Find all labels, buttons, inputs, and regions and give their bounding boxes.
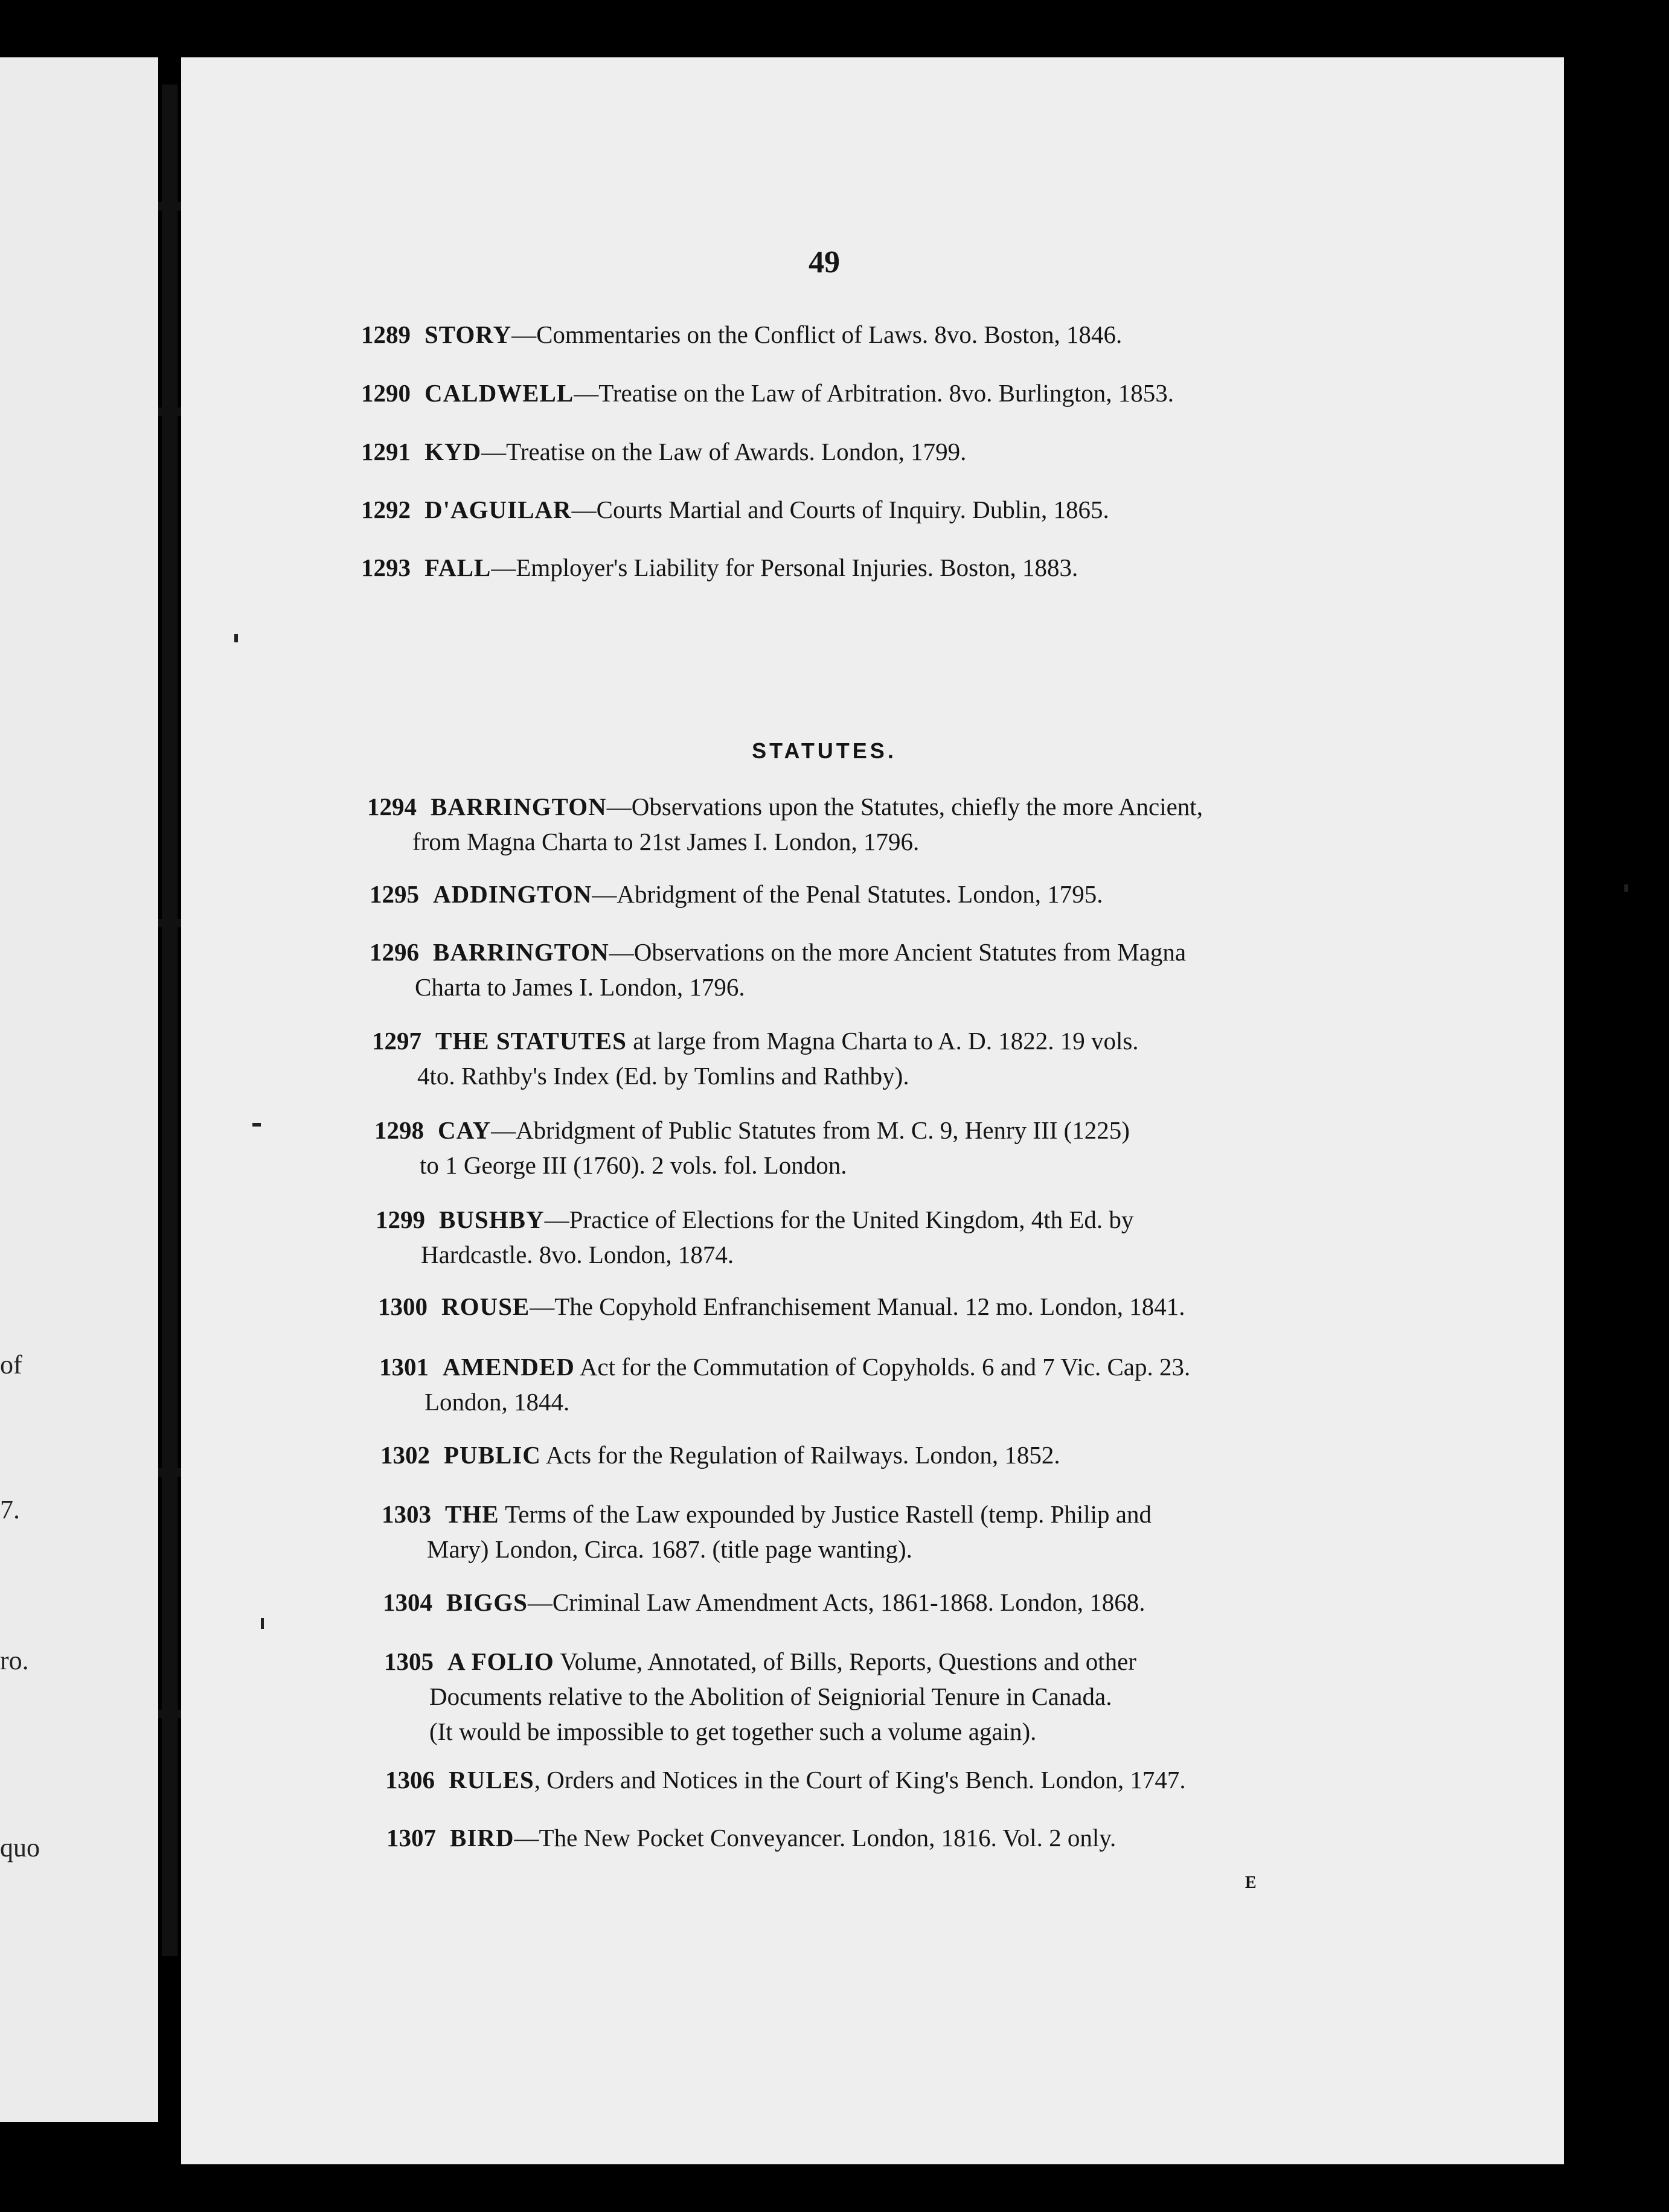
entry-number: 1297 (372, 1027, 421, 1055)
entry-number: 1302 (380, 1441, 430, 1469)
entry-continuation: Documents relative to the Abolition of Seigniorial Tenure in Canada. (429, 1683, 1112, 1710)
entry-number: 1307 (386, 1824, 436, 1852)
entry-text: , Orders and Notices in the Court of King's Bench. London, 1747. (534, 1766, 1186, 1794)
entry-text: Terms of the Law expounded by Justice Rastell (temp. Philip and (499, 1500, 1152, 1528)
catalogue-entry (382, 1497, 1152, 1567)
entry-number: 1305 (384, 1648, 434, 1675)
entry-text: —Abridgment of Public Statutes from M. C. 9, Henry III (1225) (491, 1116, 1130, 1144)
entry-number: 1300 (378, 1293, 428, 1320)
entry-continuation: (It would be impossible to get together such a volume again). (429, 1718, 1037, 1745)
entry-number: 1303 (382, 1500, 431, 1528)
book-spine (162, 85, 178, 1956)
entry-author: A FOLIO (447, 1648, 554, 1675)
entry-text: Act for the Commutation of Copyholds. 6 and 7 Vic. Cap. 23. (574, 1353, 1191, 1381)
catalogue-entry (374, 1113, 1130, 1183)
entry-author: BARRINGTON (433, 938, 609, 966)
entry-number: 1299 (376, 1206, 425, 1233)
entry-author: FALL (424, 554, 492, 581)
entry-author: AMENDED (443, 1353, 575, 1381)
entry-text: —Observations on the more Ancient Statutes from Magna (609, 938, 1187, 966)
entry-number: 1296 (370, 938, 419, 966)
entry-author: ADDINGTON (433, 880, 592, 908)
entry-text: —Commentaries on the Conflict of Laws. 8vo. Boston, 1846. (511, 321, 1123, 348)
catalogue-entry (376, 1202, 1133, 1272)
entry-number: 1304 (383, 1588, 432, 1616)
entry-number: 1289 (361, 321, 411, 348)
entry-text: —Observations upon the Statutes, chiefly the more Ancient, (606, 793, 1203, 820)
scan-speck (234, 634, 238, 642)
entry-author: D'AGUILAR (424, 496, 572, 523)
entry-text: Volume, Annotated, of Bills, Reports, Questions and other (554, 1648, 1136, 1675)
entry-text: —Abridgment of the Penal Statutes. London, 1795. (592, 880, 1103, 908)
entry-text: Acts for the Regulation of Railways. London, 1852. (540, 1441, 1060, 1469)
catalogue-entry (367, 789, 1203, 859)
catalogue-entry (372, 1023, 1139, 1093)
entry-continuation: from Magna Charta to 21st James I. London, 1796. (412, 828, 920, 855)
entry-continuation: Charta to James I. London, 1796. (415, 973, 745, 1001)
entry-continuation: to 1 George III (1760). 2 vols. fol. London. (420, 1151, 847, 1179)
catalogue-entry (361, 550, 1078, 585)
catalogue-entry (370, 935, 1186, 1005)
scan-speck (252, 1123, 261, 1127)
catalogue-page (181, 57, 1564, 2164)
entry-text: at large from Magna Charta to A. D. 1822. 19 vols. (626, 1027, 1139, 1055)
entry-number: 1290 (361, 379, 411, 407)
left-fragment: quo (0, 1833, 40, 1862)
entry-number: 1298 (374, 1116, 424, 1144)
catalogue-entry (378, 1289, 1185, 1324)
entry-text: —Employer's Liability for Personal Injuries. Boston, 1883. (491, 554, 1078, 581)
page-number: 49 (809, 245, 840, 280)
entry-author: KYD (424, 438, 482, 465)
entry-author: RULES (449, 1766, 534, 1794)
entry-number: 1292 (361, 496, 411, 523)
entry-text: —The Copyhold Enfranchisement Manual. 12 mo. London, 1841. (530, 1293, 1185, 1320)
catalogue-entry (361, 434, 966, 469)
entry-author: THE STATUTES (435, 1027, 627, 1055)
catalogue-entry (386, 1820, 1116, 1855)
entry-number: 1294 (367, 793, 417, 820)
entry-continuation: London, 1844. (424, 1388, 570, 1416)
entry-author: THE (445, 1500, 499, 1528)
section-heading: STATUTES. (752, 738, 897, 763)
entry-author: BARRINGTON (431, 793, 607, 820)
entry-author: STORY (424, 321, 512, 348)
previous-page-edge (0, 57, 158, 2122)
entry-author: CALDWELL (424, 379, 574, 407)
entry-text: —Treatise on the Law of Arbitration. 8vo. Burlington, 1853. (574, 379, 1174, 407)
entry-number: 1306 (385, 1766, 435, 1794)
entry-author: ROUSE (441, 1293, 530, 1320)
entry-number: 1291 (361, 438, 411, 465)
catalogue-entry (361, 376, 1174, 411)
entry-continuation: Hardcastle. 8vo. London, 1874. (421, 1241, 734, 1268)
left-fragment: of (0, 1350, 22, 1379)
entry-author: PUBLIC (444, 1441, 541, 1469)
entry-text: —Treatise on the Law of Awards. London, 1799. (481, 438, 967, 465)
entry-author: CAY (438, 1116, 492, 1144)
left-fragment: 7. (0, 1495, 20, 1524)
catalogue-entry (380, 1437, 1060, 1472)
catalogue-entry (361, 492, 1109, 527)
entry-number: 1295 (370, 880, 419, 908)
scan-speck (1624, 884, 1628, 892)
catalogue-entry (361, 317, 1122, 352)
entry-text: —Courts Martial and Courts of Inquiry. Dublin, 1865. (571, 496, 1109, 523)
catalogue-entry (370, 877, 1103, 912)
scan-speck (261, 1618, 264, 1629)
entry-text: —The New Pocket Conveyancer. London, 1816. Vol. 2 only. (514, 1824, 1116, 1852)
entry-author: BIGGS (446, 1588, 528, 1616)
signature-mark: E (1245, 1873, 1257, 1892)
left-fragment: ro. (0, 1646, 29, 1675)
catalogue-entry (383, 1585, 1145, 1620)
entry-continuation: 4to. Rathby's Index (Ed. by Tomlins and Rathby). (417, 1062, 909, 1090)
entry-author: BIRD (450, 1824, 514, 1852)
entry-text: —Criminal Law Amendment Acts, 1861-1868. London, 1868. (527, 1588, 1145, 1616)
entry-text: —Practice of Elections for the United Kingdom, 4th Ed. by (544, 1206, 1134, 1233)
catalogue-entry (385, 1762, 1186, 1797)
entry-continuation: Mary) London, Circa. 1687. (title page wanting). (427, 1535, 912, 1563)
entry-number: 1301 (379, 1353, 429, 1381)
entry-author: BUSHBY (439, 1206, 545, 1233)
catalogue-entry (384, 1644, 1136, 1749)
catalogue-entry (379, 1349, 1190, 1419)
entry-number: 1293 (361, 554, 411, 581)
